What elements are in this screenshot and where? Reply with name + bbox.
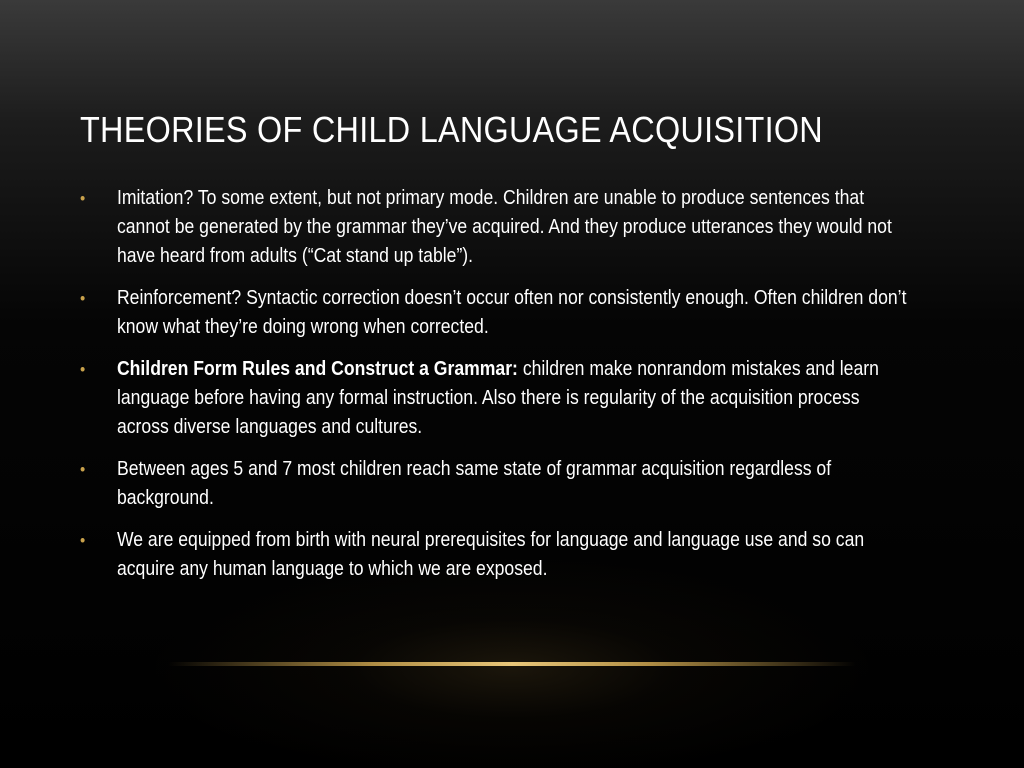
bullet-icon: • <box>80 531 86 550</box>
bullet-icon: • <box>80 460 86 479</box>
bullet-lead: Children Form Rules and Construct a Grammar: <box>116 358 518 380</box>
slide-title: THEORIES OF CHILD LANGUAGE ACQUISITION <box>80 109 823 150</box>
bullet-icon: • <box>80 189 86 208</box>
bullet-list <box>80 184 907 597</box>
bullet-item-neural <box>80 526 907 584</box>
bullet-item-reinforcement <box>80 284 907 342</box>
bullet-item-form-rules <box>80 355 907 442</box>
bullet-text: Imitation? To some extent, but not primary mode. Children are unable to produce sentences that cannot be generated by the grammar they’ve acquired. And they produce utterances they would not have heard from adults (“Cat stand up table”). <box>116 187 892 267</box>
bullet-text: children make nonrandom mistakes and learn language before having any formal instruction. Also there is regularity of the acquisition process across diverse languages and cultures. <box>116 358 879 438</box>
bullet-text: Reinforcement? Syntactic correction doesn’t occur often nor consistently enough. Often children don’t know what they’re doing wrong when corrected. <box>116 287 907 338</box>
bullet-icon: • <box>80 360 86 379</box>
bullet-item-imitation <box>80 184 907 271</box>
bullet-icon: • <box>80 289 86 308</box>
bullet-text: We are equipped from birth with neural prerequisites for language and language use and so can acquire any human language to which we are exposed. <box>116 529 865 580</box>
bullet-item-ages <box>80 455 907 513</box>
bullet-text: Between ages 5 and 7 most children reach same state of grammar acquisition regardless of background. <box>116 458 832 509</box>
gold-divider-line <box>168 662 856 666</box>
